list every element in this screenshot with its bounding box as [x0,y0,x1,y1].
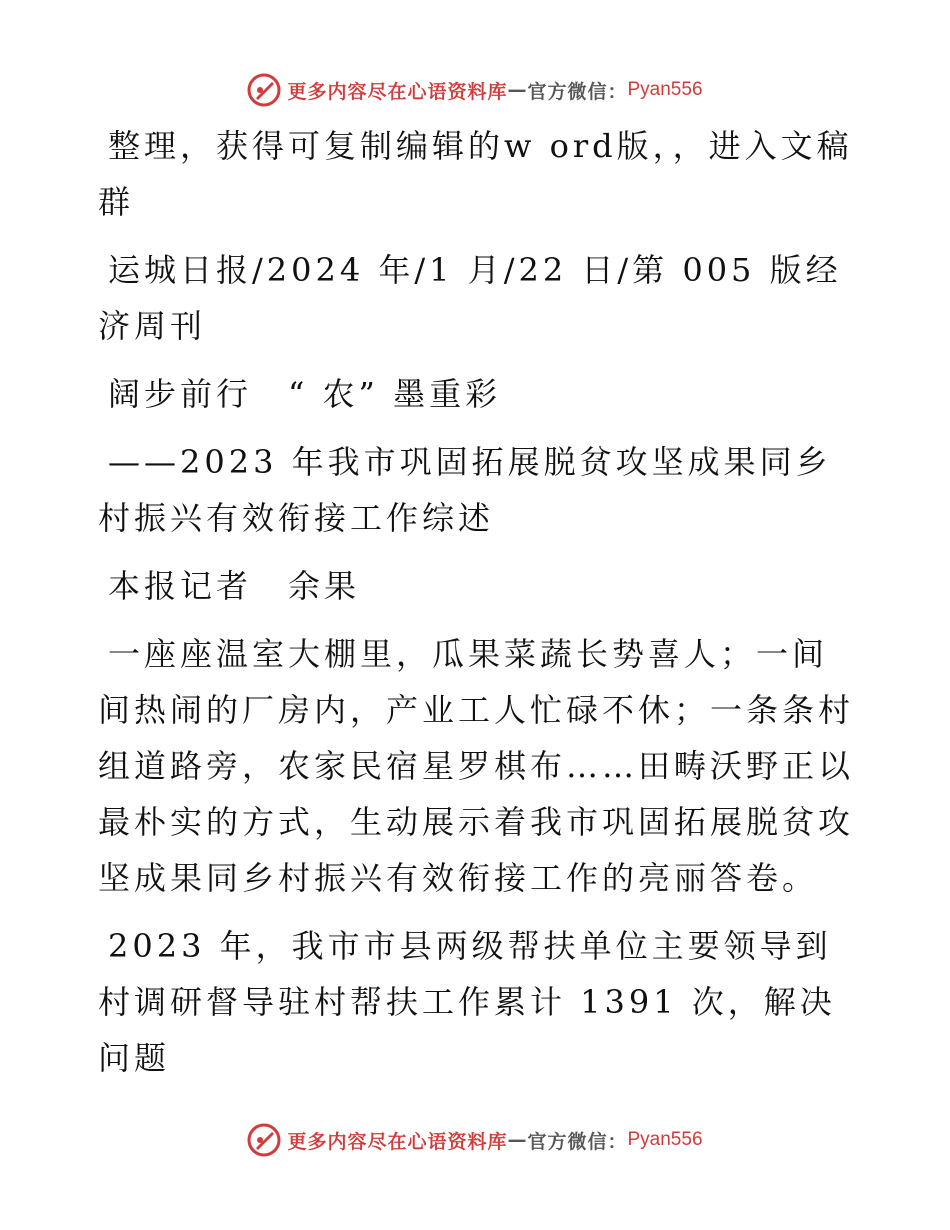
paragraph-source: 运城日报/2024 年/1 月/22 日/第 005 版经济周刊 [98,251,842,345]
watermark-account-label: 官方微信： [527,80,628,103]
article-subtitle: ——2023 年我市巩固拓展脱贫攻坚成果同乡村振兴有效衔接工作综述 [98,443,832,537]
watermark-main-text: 更多内容尽在心语资料库 [287,80,508,103]
quill-logo-icon [247,73,281,107]
paragraph-body-2: 2023 年，我市市县两级帮扶单位主要领导到村调研督导驻村帮扶工作累计 1391 次，解决问题 [98,927,836,1077]
paragraph-body-1: 一座座温室大棚里，瓜果菜蔬长势喜人；一间间热闹的厂房内，产业工人忙碌不休；一条条村组道路旁，农家民宿星罗棋布……田畴沃野正以最朴实的方式，生动展示着我市巩固拓展脱贫攻坚成果同乡村振兴有效衔接工作的亮丽答卷。 [98,635,855,897]
watermark-account-id: Pyan556 [627,1129,703,1150]
watermark-account-label: 官方微信： [527,1130,628,1153]
article-title: 阔步前行 “ 农” 墨重彩 [108,375,502,413]
paragraph-intro: 整理，获得可复制编辑的w ord版，，进入文稿群 [98,127,853,221]
watermark-separator: — [507,79,528,101]
watermark-separator: — [507,1129,528,1151]
watermark-header [0,70,950,110]
watermark-main-text: 更多内容尽在心语资料库 [287,1130,508,1153]
watermark-footer [0,1120,950,1160]
watermark-account-id: Pyan556 [627,79,703,100]
article-byline: 本报记者 余果 [108,567,361,605]
document-body [98,118,858,1098]
quill-logo-icon [247,1123,281,1157]
